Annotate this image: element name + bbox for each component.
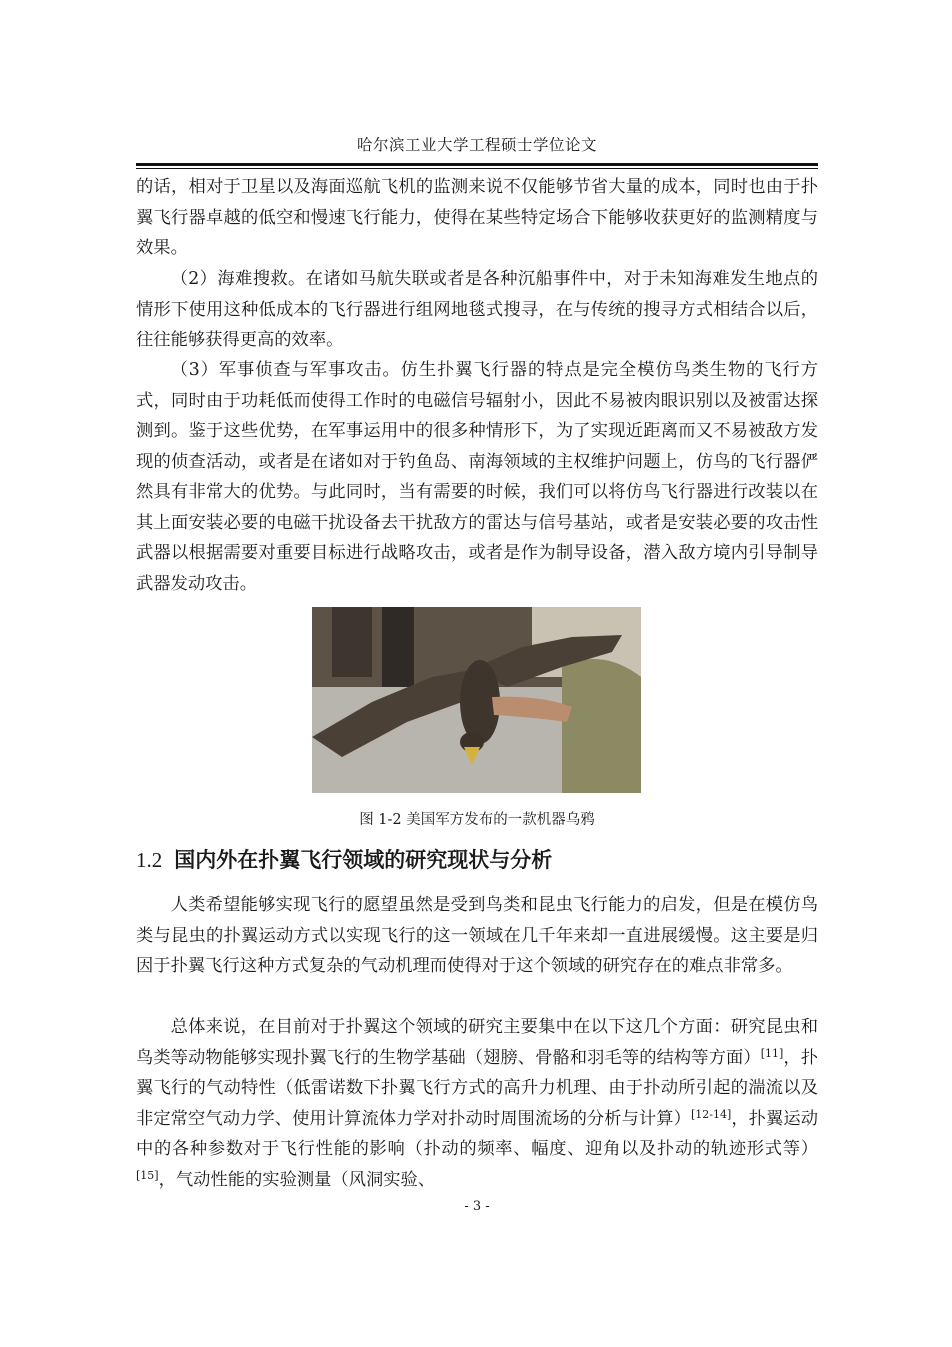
section-title: 国内外在扑翼飞行领域的研究现状与分析 [174, 848, 553, 872]
robot-crow-illustration [312, 607, 641, 793]
paragraph-intro: 人类希望能够实现飞行的愿望虽然是受到鸟类和昆虫飞行能力的启发，但是在模仿鸟类与昆虫的扑翼运动方式以实现飞行的这一领域在几千年来却一直进展缓慢。这主要是归因于扑翼飞行这种方式复杂的气动机理而使得对于这个领域的研究存在的难点非常多。 [136, 895, 818, 976]
robot-crow-photo [312, 607, 641, 793]
citation-15: [15] [136, 1168, 159, 1182]
paragraph-military: （3）军事侦查与军事攻击。仿生扑翼飞行器的特点是完全模仿鸟类生物的飞行方式，同时由于功耗低而使得工作时的电磁信号辐射小，因此不易被肉眼识别以及被雷达探测到。鉴于这些优势，在军事运用中的很多种情形下，为了实现近距离而又不易被敌方发现的侦查活动，或者是在诸如对于钓鱼岛、南海领域的主权维护问题上，仿鸟的飞行器俨然具有非常大的优势。与此同时，当有需要的时候，我们可以将仿鸟飞行器进行改装以在其上面安装必要的电磁干扰设备去干扰敌方的雷达与信号基站，或者是安装必要的攻击性武器以根据需要对重要目标进行战略攻击，或者是作为制导设备，潜入敌方境内引导制导武器发动攻击。 [136, 360, 818, 594]
overview-text-a: 总体来说，在目前对于扑翼这个领域的研究主要集中在以下这几个方面：研究昆虫和鸟类等动物能够实现扑翼飞行的生物学基础（翅膀、骨骼和羽毛等的结构等方面） [136, 1017, 818, 1068]
figure-caption: 图 1-2 美国军方发布的一款机器乌鸦 [359, 812, 595, 828]
paragraph-continuation: 的话，相对于卫星以及海面巡航飞机的监测来说不仅能够节省大量的成本，同时也由于扑翼飞行器卓越的低空和慢速飞行能力，使得在某些特定场合下能够收获更好的监测精度与效果。 [136, 177, 818, 258]
paragraph-rescue: （2）海难搜救。在诸如马航失联或者是各种沉船事件中，对于未知海难发生地点的情形下使用这种低成本的飞行器进行组网地毯式搜寻，在与传统的搜寻方式相结合以后，往往能够获得更高的效率。 [136, 269, 818, 350]
header-rule-thin [136, 168, 818, 169]
overview-text-b: ，扑翼飞行的气动特性（低雷诺数下扑翼飞行方式的高升力机理、由于扑动所引起的湍流以及非定常空气动力学、使用计算流体力学对扑动时周围流场的分析与计算） [136, 1047, 818, 1129]
citation-12-14: [12-14] [690, 1107, 732, 1121]
citation-11: [11] [760, 1046, 784, 1060]
paragraph-overview [136, 1012, 818, 1195]
section-heading [136, 844, 818, 874]
page-number: - 3 - [464, 1199, 490, 1214]
overview-text-d: ，气动性能的实验测量（风洞实验、 [158, 1169, 436, 1190]
overview-text-c: ，扑翼运动中的各种参数对于飞行性能的影响（扑动的频率、幅度、迎角以及扑动的轨迹形式等） [136, 1108, 818, 1159]
running-header: 哈尔滨工业大学工程硕士学位论文 [356, 136, 597, 154]
section-number: 1.2 [136, 848, 163, 872]
header-rule-thick [136, 163, 818, 166]
